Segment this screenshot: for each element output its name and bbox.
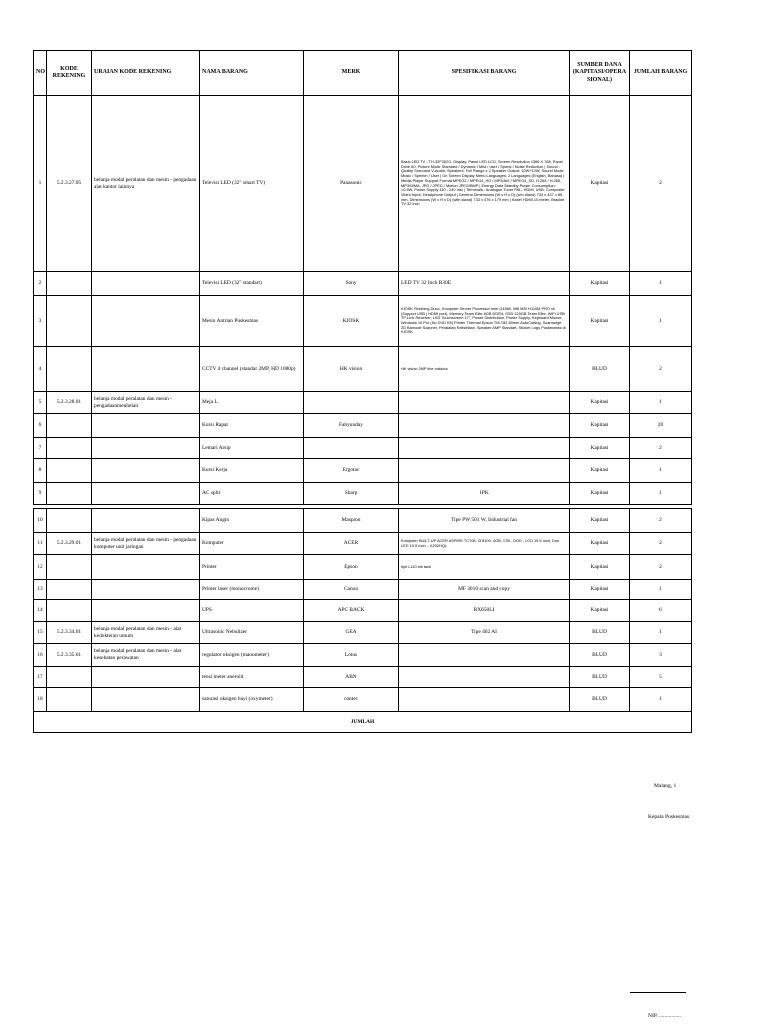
cell-jumlah: 1: [630, 622, 692, 644]
table-row: [34, 600, 692, 622]
cell-merk: [304, 392, 399, 414]
cell-sumber: Kapitasi: [570, 296, 630, 347]
cell-sumber: Kapitasi: [570, 533, 630, 555]
cell-jumlah: 2: [630, 509, 692, 533]
cell-no: 1: [34, 96, 47, 272]
cell-merk: ACER: [304, 533, 399, 555]
table-row: [34, 622, 692, 644]
cell-no: 15: [34, 622, 47, 644]
header-spesifikasi: SPESIFIKASI BARANG: [399, 51, 570, 96]
cell-sumber: BLUD: [570, 667, 630, 688]
table-row: [34, 555, 692, 580]
table-row: [34, 438, 692, 459]
cell-no: 4: [34, 347, 47, 392]
cell-spesifikasi: [399, 459, 570, 483]
table-row: [34, 296, 692, 347]
table-row: [34, 96, 692, 272]
cell-nama: Komputer: [200, 533, 304, 555]
cell-no: 12: [34, 555, 47, 580]
table-row: [34, 688, 692, 712]
cell-spesifikasi: 1PK: [399, 483, 570, 505]
table-row: [34, 580, 692, 600]
cell-no: 18: [34, 688, 47, 712]
cell-kode: 5.2.3.34.01: [47, 622, 92, 644]
cell-no: 3: [34, 296, 47, 347]
cell-uraian: [92, 667, 200, 688]
cell-spesifikasi: KIOSK Finishing Duco, Komputer Server Processor Intel G4560, MB MSI H110M PRO vh (Support USB | HDMI port), Memory Team Elite 8GB DDR4, SSD 120GB Team Elite, WiFi USB TP-Link Receiver, LED Touchscreen 17", Power Distribution, Power Supply, Keyboard Mouse, Windows 10 Pro (No DVD Kit) Printer Thermal Epson TM-T82 80mm AutoCutting, Scanbarge 2D Barcode Scanner, Peralatan Kelistrikan, Speaker AMP Standart, Sticker Logo Puskesmas di KIOSK: [399, 296, 570, 347]
table-row: [34, 392, 692, 414]
total-row: [34, 712, 692, 733]
table-header-row: [34, 51, 692, 96]
cell-sumber: Kapitasi: [570, 483, 630, 505]
cell-spesifikasi: Tipe PW 501 W, Industrial fan: [399, 509, 570, 533]
cell-nama: UPS: [200, 600, 304, 622]
header-nama-barang: NAMA BARANG: [200, 51, 304, 96]
cell-spesifikasi: [399, 414, 570, 438]
header-kode-rekening: KODE REKENING: [47, 51, 92, 96]
cell-nama: Televisi LED (32" standart): [200, 272, 304, 296]
cell-merk: HK vision: [304, 347, 399, 392]
cell-jumlah: 1: [630, 296, 692, 347]
cell-no: 17: [34, 667, 47, 688]
cell-uraian: [92, 483, 200, 505]
cell-nama: regulator oksigen (manometer): [200, 644, 304, 667]
cell-merk: GEA: [304, 622, 399, 644]
cell-kode: [47, 600, 92, 622]
cell-spesifikasi: Tipe 402 AI: [399, 622, 570, 644]
cell-kode: [47, 347, 92, 392]
cell-uraian: [92, 688, 200, 712]
items-table-page-1: [33, 50, 692, 505]
cell-merk: Epson: [304, 555, 399, 580]
cell-spesifikasi: [399, 438, 570, 459]
cell-merk: contec: [304, 688, 399, 712]
header-uraian: URAIAN KODE REKENING: [92, 51, 200, 96]
cell-nama: Kursi Kerja: [200, 459, 304, 483]
header-sumber-dana: SUMBER DANA (KAPITASI/OPERA SIONAL): [570, 51, 630, 96]
cell-merk: Maspion: [304, 509, 399, 533]
cell-nama: tensi meter aneroid: [200, 667, 304, 688]
cell-nama: Printer laser (monocrome): [200, 580, 304, 600]
cell-merk: Ergotac: [304, 459, 399, 483]
table-row: [34, 272, 692, 296]
cell-jumlah: 2: [630, 533, 692, 555]
cell-jumlah: 3: [630, 644, 692, 667]
cell-sumber: Kapitasi: [570, 459, 630, 483]
cell-spesifikasi: BX650LI: [399, 600, 570, 622]
cell-uraian: belanja modal peralatan dan mesin - pengadaanmeubelair: [92, 392, 200, 414]
table-row: [34, 483, 692, 505]
cell-kode: [47, 483, 92, 505]
cell-no: 14: [34, 600, 47, 622]
cell-nama: Kipas Angin: [200, 509, 304, 533]
cell-jumlah: 1: [630, 392, 692, 414]
cell-spesifikasi: HK vision 2MP line outdoor: [399, 347, 570, 392]
cell-no: 8: [34, 459, 47, 483]
signature-place-date: Malang, 1: [654, 783, 677, 789]
cell-sumber: Kapitasi: [570, 438, 630, 459]
cell-uraian: [92, 555, 200, 580]
cell-kode: [47, 272, 92, 296]
cell-jumlah: 1: [630, 580, 692, 600]
cell-no: 11: [34, 533, 47, 555]
cell-jumlah: 1: [630, 483, 692, 505]
cell-kode: 5.2.3.28.01: [47, 392, 92, 414]
cell-uraian: [92, 296, 200, 347]
cell-kode: [47, 438, 92, 459]
cell-nama: Meja L: [200, 392, 304, 414]
cell-kode: [47, 688, 92, 712]
total-label: JUMLAH: [34, 712, 692, 733]
header-jumlah-barang: JUMLAH BARANG: [630, 51, 692, 96]
cell-spesifikasi: Komputer BUILT-UP ACER ASPIRE TC708, I3 8100, 4GB, 1TB , DOD , LCD 19.5 Inch, Dos LED 19.5 Inch – K202HQL: [399, 533, 570, 555]
cell-sumber: Kapitasi: [570, 509, 630, 533]
table-row: [34, 644, 692, 667]
cell-jumlah: 2: [630, 438, 692, 459]
cell-uraian: belanja modal peralatan dan mesin - alat kesehatan perawatan: [92, 644, 200, 667]
table-row: [34, 459, 692, 483]
cell-spesifikasi: Basic LED TV - TH-32F302G, Display: Panel LED LCD, Screen Resolution 1366 X 768, Panel Drive 60, Picture Mode Standard / Dynamic / Mild / user / Sports / Noise Reduction | Sound : Quality Surround V-Audio, Speakers: Full Range x 2 Speaker Output: 10W+10W, Sound Mode Music / Speech / User | On Screen Display Menu Languages: 2 Languages (English, Bahasa) | Media Player Support Format MPEG2 / MPEG4_HD / MP3/AVI / MPEG4_SD, H.264 / H.265, MP3/WMA, JPG / JPEG / Motion JPEG/BMP | Energy Data Standby Power Consumption: <0.5W, Power Supply 110 - 240 Vac | Terminals : Analogue Tuner PAL, HDMI, USB, Composite Video Input, Headphone Output | General Dimensions (W x H x D) (w/o stand) 733 x 437 x 85 mm, Dimensions (W x H x D) (with stand) 733 x 476 x 179 mm | Kabel HDMI 10 meter, Bracket TV 32 inch: [399, 96, 570, 272]
cell-uraian: [92, 580, 200, 600]
cell-spesifikasi: [399, 644, 570, 667]
cell-uraian: [92, 600, 200, 622]
cell-jumlah: 5: [630, 667, 692, 688]
table-row: [34, 509, 692, 533]
cell-sumber: BLUD: [570, 688, 630, 712]
table-row: [34, 414, 692, 438]
cell-merk: ABN: [304, 667, 399, 688]
cell-jumlah: 1: [630, 459, 692, 483]
cell-kode: 5.2.3.35.01: [47, 644, 92, 667]
cell-sumber: Kapitasi: [570, 580, 630, 600]
table-row: [34, 667, 692, 688]
cell-spesifikasi: MF 3010 scan and copy: [399, 580, 570, 600]
signature-title: Kepala Puskesmas: [648, 814, 690, 820]
cell-no: 13: [34, 580, 47, 600]
cell-kode: [47, 459, 92, 483]
cell-no: 7: [34, 438, 47, 459]
cell-jumlah: 6: [630, 600, 692, 622]
cell-jumlah: 1: [630, 272, 692, 296]
cell-jumlah: 20: [630, 414, 692, 438]
cell-kode: [47, 414, 92, 438]
cell-merk: Panasonic: [304, 96, 399, 272]
signature-line: [630, 992, 686, 993]
cell-sumber: Kapitasi: [570, 414, 630, 438]
signature-nip: NIP. ................: [648, 1013, 682, 1019]
cell-no: 6: [34, 414, 47, 438]
cell-merk: Canon: [304, 580, 399, 600]
cell-kode: [47, 667, 92, 688]
cell-uraian: [92, 438, 200, 459]
cell-jumlah: 1: [630, 688, 692, 712]
cell-kode: 5.2.3.27.05: [47, 96, 92, 272]
cell-sumber: Kapitasi: [570, 272, 630, 296]
cell-merk: KIOSK: [304, 296, 399, 347]
cell-uraian: belanja modal peralatan dan mesin - pengadaan komputer unit jaringan: [92, 533, 200, 555]
cell-nama: Ultrasonic Nebulizer: [200, 622, 304, 644]
cell-sumber: Kapitasi: [570, 555, 630, 580]
cell-sumber: BLUD: [570, 347, 630, 392]
items-table-page-2: [33, 508, 692, 733]
cell-sumber: Kapitasi: [570, 600, 630, 622]
cell-nama: Kursi Rapat: [200, 414, 304, 438]
cell-uraian: [92, 459, 200, 483]
cell-nama: Lemari Arsip: [200, 438, 304, 459]
cell-jumlah: 2: [630, 347, 692, 392]
cell-sumber: Kapitasi: [570, 392, 630, 414]
cell-uraian: [92, 509, 200, 533]
cell-no: 10: [34, 509, 47, 533]
cell-merk: Fabyunday: [304, 414, 399, 438]
cell-kode: 5.2.3.29.01: [47, 533, 92, 555]
cell-uraian: [92, 414, 200, 438]
cell-kode: [47, 509, 92, 533]
header-merk: MERK: [304, 51, 399, 96]
cell-sumber: Kapitasi: [570, 96, 630, 272]
cell-kode: [47, 555, 92, 580]
cell-kode: [47, 580, 92, 600]
cell-spesifikasi: tipe L110 ink tank: [399, 555, 570, 580]
cell-spesifikasi: LED TV 32 Inch R30E: [399, 272, 570, 296]
cell-uraian: [92, 347, 200, 392]
cell-no: 9: [34, 483, 47, 505]
cell-nama: AC split: [200, 483, 304, 505]
cell-merk: APC BACK: [304, 600, 399, 622]
cell-nama: saturasi oksigen bayi (oxymeter): [200, 688, 304, 712]
cell-nama: Mesin Antrian Puskesmas: [200, 296, 304, 347]
cell-nama: CCTV 4 channel (standar 2MP, HD 1080p): [200, 347, 304, 392]
table-row: [34, 347, 692, 392]
cell-jumlah: 2: [630, 96, 692, 272]
cell-uraian: belanja modal peralatan dan mesin - pengadaan alat kantor lainnya: [92, 96, 200, 272]
cell-merk: Sharp: [304, 483, 399, 505]
cell-merk: [304, 438, 399, 459]
cell-nama: Televisi LED (32" smart TV): [200, 96, 304, 272]
cell-merk: Sony: [304, 272, 399, 296]
cell-no: 2: [34, 272, 47, 296]
cell-sumber: BLUD: [570, 622, 630, 644]
header-no: NO: [34, 51, 47, 96]
cell-kode: [47, 296, 92, 347]
cell-uraian: belanja modal peralatan dan mesin - alat kedokteran umum: [92, 622, 200, 644]
cell-nama: Printer: [200, 555, 304, 580]
cell-spesifikasi: [399, 688, 570, 712]
cell-sumber: BLUD: [570, 644, 630, 667]
cell-merk: Lotus: [304, 644, 399, 667]
cell-spesifikasi: [399, 392, 570, 414]
cell-jumlah: 2: [630, 555, 692, 580]
cell-uraian: [92, 272, 200, 296]
cell-no: 5: [34, 392, 47, 414]
cell-no: 16: [34, 644, 47, 667]
table-row: [34, 533, 692, 555]
cell-spesifikasi: [399, 667, 570, 688]
